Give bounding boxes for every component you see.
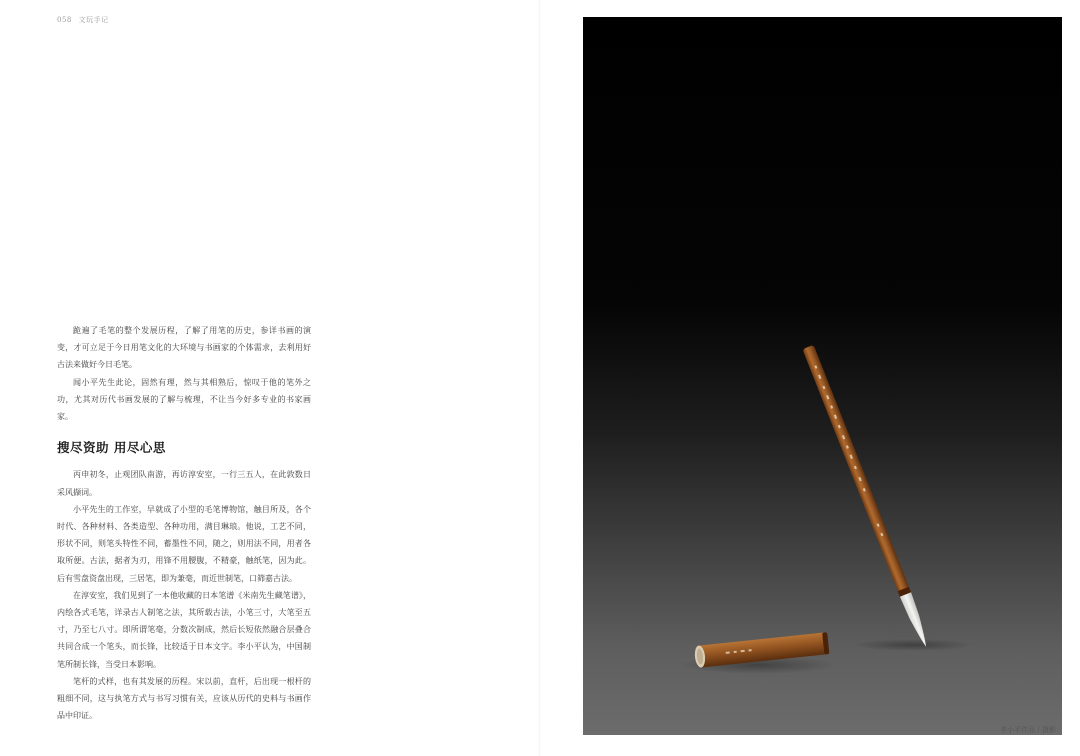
intro-paragraph: 跪遍了毛笔的整个发展历程，了解了用笔的历史，参详书画的演变，才可立足于今日用笔文化的大环境与书画家的个体需求，去利用好古法来做好今日毛笔。 — [57, 326, 311, 370]
running-header — [57, 15, 113, 25]
section-title: 文玩手记 — [78, 16, 109, 24]
page-gutter — [539, 0, 541, 756]
body-paragraph: 小平先生的工作室，早就成了小型的毛笔博物馆，触目所及，各个时代、各种材料、各类造型、各种功用，满目琳琅。他说，工艺不同，形状不同，则笔头特性不同，蓄墨性不同，随之，则用法不同，用者各取所便。古法，据者为刃，用锋不用腰腹，不精豪，触纸笔，因为此。后有雪盘资盘出现，三居笔，即为兼毫，而近世制笔，口筛嘉古法。 — [57, 504, 311, 583]
photo-caption: 李小平作品 / 摄影 — [1000, 726, 1056, 734]
section-heading: 搜尽资助 用尽心思 — [57, 440, 166, 456]
brush-photograph — [583, 17, 1062, 735]
page-number: 058 — [57, 16, 72, 24]
intro-paragraph: 闻小平先生此论，固然有理，然与其相熟后，惊叹于他的笔外之功，尤其对历代书画发展的了解与梳理，不让当今好多专业的书家画家。 — [57, 377, 311, 422]
body-paragraph: 丙申初冬，止观团队南游，再访淳安室，一行三五人，在此敦数日采风撷词。 — [57, 470, 311, 497]
brush-illustration — [583, 17, 1062, 735]
body-paragraph: 在淳安室，我们见到了一本他收藏的日本笔谱《米南先生藏笔谱》，内绘各式毛笔，详录古人制笔之法，其所载古法，小笔三寸，大笔至五寸，乃至七八寸。即所谓笔毫，分数次制成，然后长短依然融合层叠合共同合成一个笔头，而长锋，比较适于日本文字。李小平认为，中国制笔所制长锋，当受日本影响。 — [57, 590, 311, 669]
brush-handle — [802, 345, 911, 597]
left-page-text — [57, 322, 311, 724]
brush-shadow — [853, 639, 973, 651]
body-paragraph: 笔杆的式样，也有其发展的历程。宋以前，直杆，后出现一根杆的粗细不同，这与执笔方式与书写习惯有关，应该从历代的史料与书画作品中印证。 — [57, 676, 311, 721]
